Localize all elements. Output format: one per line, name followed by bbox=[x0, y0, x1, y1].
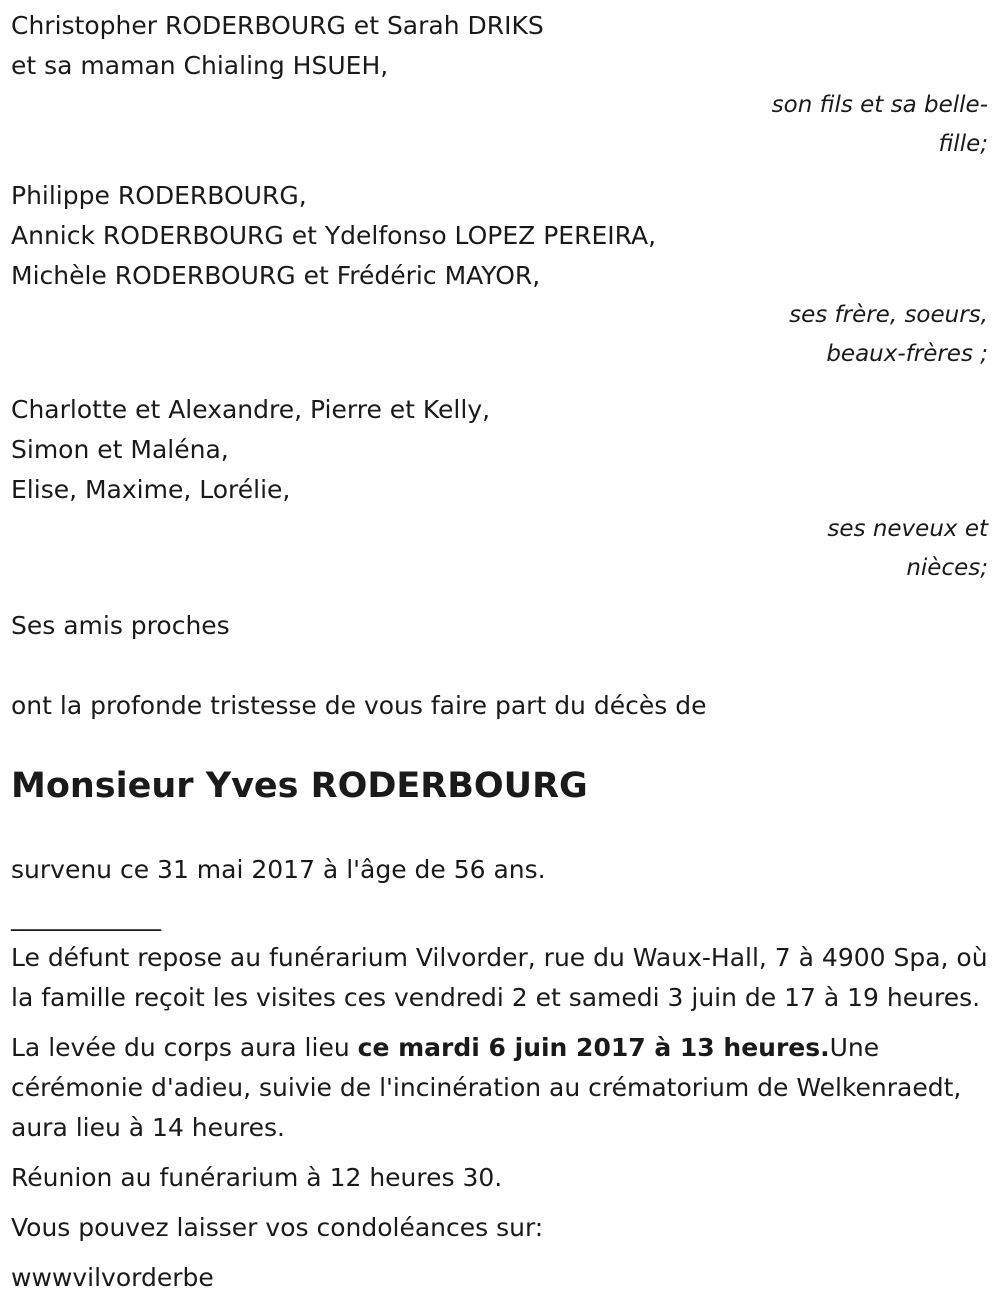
family-line: Charlotte et Alexandre, Pierre et Kelly, bbox=[11, 395, 491, 424]
relation-label: ses frère, soeurs, bbox=[789, 302, 988, 328]
relation-label: son fils et sa belle- bbox=[771, 92, 988, 118]
levee-prefix: La levée du corps aura lieu bbox=[11, 1033, 358, 1062]
levee-suffix: Une cérémonie d'adieu, suivie de l'incinération au crématorium de Welkenraedt, aura lieu à 14 heures. bbox=[11, 1033, 962, 1142]
family-line: Philippe RODERBOURG, bbox=[11, 181, 307, 210]
deceased-name: Monsieur Yves RODERBOURG bbox=[11, 766, 588, 806]
death-date-line: survenu ce 31 mai 2017 à l'âge de 56 ans. bbox=[11, 855, 546, 884]
siblings-block bbox=[11, 176, 990, 374]
family-line: Michèle RODERBOURG et Frédéric MAYOR, bbox=[11, 261, 541, 290]
relation-label: nièces; bbox=[906, 555, 988, 581]
family-line: et sa maman Chialing HSUEH, bbox=[11, 51, 389, 80]
condolences-paragraph: Vous pouvez laisser vos condoléances sur: bbox=[11, 1213, 544, 1242]
children-block bbox=[11, 0, 990, 164]
announcement-intro: ont la profonde tristesse de vous faire part du décès de bbox=[11, 691, 707, 720]
family-line: Annick RODERBOURG et Ydelfonso LOPEZ PEREIRA, bbox=[11, 221, 657, 250]
website-link[interactable]: wwwvilvorderbe bbox=[11, 1263, 214, 1292]
family-line: Elise, Maxime, Lorélie, bbox=[11, 475, 291, 504]
levee-paragraph bbox=[11, 1028, 990, 1148]
family-line: Christopher RODERBOURG et Sarah DRIKS bbox=[11, 11, 544, 40]
visitation-paragraph: Le défunt repose au funérarium Vilvorder, rue du Waux-Hall, 7 à 4900 Spa, où la famille reçoit les visites ces vendredi 2 et samedi 3 juin de 17 à 19 heures. bbox=[11, 943, 988, 1012]
levee-datetime: ce mardi 6 juin 2017 à 13 heures. bbox=[357, 1033, 830, 1062]
friends-line: Ses amis proches bbox=[11, 611, 230, 640]
relation-label: ses neveux et bbox=[827, 516, 988, 542]
family-line: Simon et Maléna, bbox=[11, 435, 229, 464]
separator: ____________ bbox=[11, 902, 161, 931]
relation-label: fille; bbox=[938, 131, 988, 157]
reunion-paragraph: Réunion au funérarium à 12 heures 30. bbox=[11, 1163, 503, 1192]
relation-label: beaux-frères ; bbox=[826, 341, 988, 367]
nephews-block bbox=[11, 390, 990, 588]
